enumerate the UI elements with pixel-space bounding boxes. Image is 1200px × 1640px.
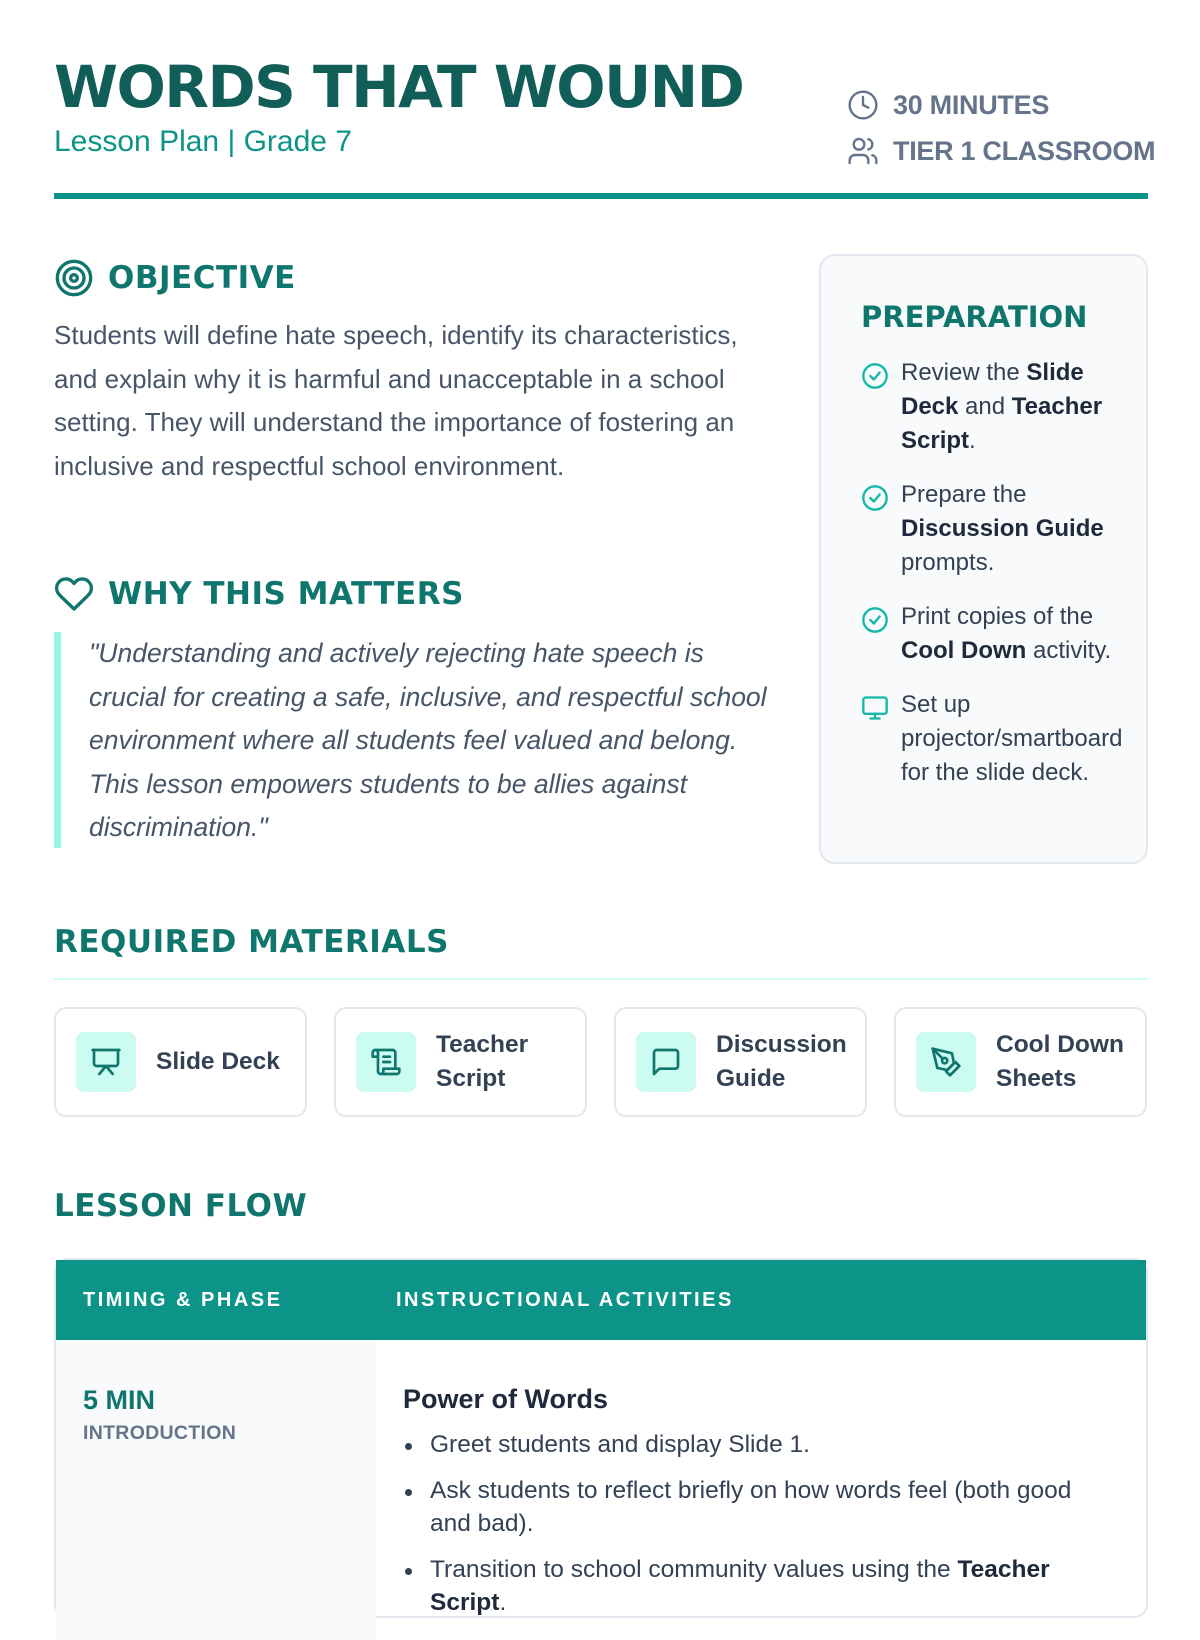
timing-cell [56, 1340, 376, 1640]
material-card-slide-deck [54, 1007, 307, 1117]
list-item: Ask students to reflect briefly on how words feel (both good and bad). [403, 1474, 1106, 1540]
materials-grid [54, 1007, 1148, 1117]
phase-time: 5 MIN [83, 1385, 156, 1415]
header [54, 52, 1156, 202]
list-item: Transition to school community values using the Teacher Script. [403, 1553, 1106, 1619]
clock-icon [847, 89, 879, 121]
setting-meta [847, 128, 1156, 174]
materials-heading: REQUIRED MATERIALS [54, 924, 449, 960]
why-heading [54, 574, 464, 614]
message-square-icon [650, 1046, 682, 1078]
pen-tool-icon [930, 1046, 962, 1078]
material-label: Teacher Script [436, 1031, 529, 1092]
activities-cell [376, 1340, 1146, 1640]
prep-item-print: Print copies of the Cool Down activity. [861, 600, 1131, 668]
prep-item-projector: Set up projector/smartboard for the slide deck. [861, 688, 1131, 790]
phase-name: INTRODUCTION [83, 1422, 237, 1444]
preparation-list [861, 356, 1131, 810]
preparation-heading: PREPARATION [861, 300, 1088, 334]
presentation-icon [90, 1046, 122, 1078]
objective-heading [54, 258, 296, 298]
lesson-plan-page [54, 0, 1156, 1616]
setting-text: TIER 1 CLASSROOM [893, 135, 1156, 166]
check-circle-icon [861, 362, 889, 390]
material-label: Discussion Guide [716, 1031, 847, 1092]
scroll-icon [370, 1046, 402, 1078]
header-divider [54, 193, 1148, 199]
target-icon [54, 258, 94, 298]
lesson-flow-table [54, 1258, 1148, 1618]
check-circle-icon [861, 606, 889, 634]
table-row [56, 1340, 1146, 1640]
objective-text: Students will define hate speech, identify its characteristics, and explain why it is harmful and unacceptable in a school setting. They will understand the importance of fostering an inclusive and respectful school environment. [54, 320, 738, 481]
column-header-activities: INSTRUCTIONAL ACTIVITIES [396, 1288, 734, 1311]
page-title: WORDS THAT WOUND [54, 53, 744, 121]
prep-item-discussion: Prepare the Discussion Guide prompts. [861, 478, 1131, 580]
column-header-timing: TIMING & PHASE [83, 1288, 283, 1311]
lesson-flow-heading: LESSON FLOW [54, 1188, 308, 1224]
users-icon [847, 135, 879, 167]
preparation-card [819, 254, 1148, 864]
monitor-icon [861, 694, 889, 722]
materials-divider [54, 978, 1148, 980]
objective-heading-text: OBJECTIVE [108, 260, 296, 296]
material-label: Cool Down Sheets [996, 1031, 1124, 1092]
activity-title: Power of Words [403, 1384, 609, 1414]
material-card-teacher-script [334, 1007, 587, 1117]
check-circle-icon [861, 484, 889, 512]
lesson-meta [847, 82, 1156, 174]
why-heading-text: WHY THIS MATTERS [108, 576, 464, 612]
material-card-cool-down [894, 1007, 1147, 1117]
prep-item-review: Review the Slide Deck and Teacher Script. [861, 356, 1131, 458]
material-label: Slide Deck [156, 1048, 280, 1075]
table-header [56, 1260, 1146, 1340]
page-subtitle: Lesson Plan | Grade 7 [54, 125, 352, 158]
duration-text: 30 MINUTES [893, 89, 1050, 120]
activity-list [403, 1428, 1106, 1619]
list-item: Greet students and display Slide 1. [403, 1428, 1106, 1461]
duration-meta [847, 82, 1148, 128]
why-quote: "Understanding and actively rejecting hate speech is crucial for creating a safe, inclusive, and respectful school environment where all students feel valued and belong. This lesson empowers students to be allies against discrimination." [54, 632, 774, 848]
material-card-discussion-guide [614, 1007, 867, 1117]
heart-icon [54, 574, 94, 614]
